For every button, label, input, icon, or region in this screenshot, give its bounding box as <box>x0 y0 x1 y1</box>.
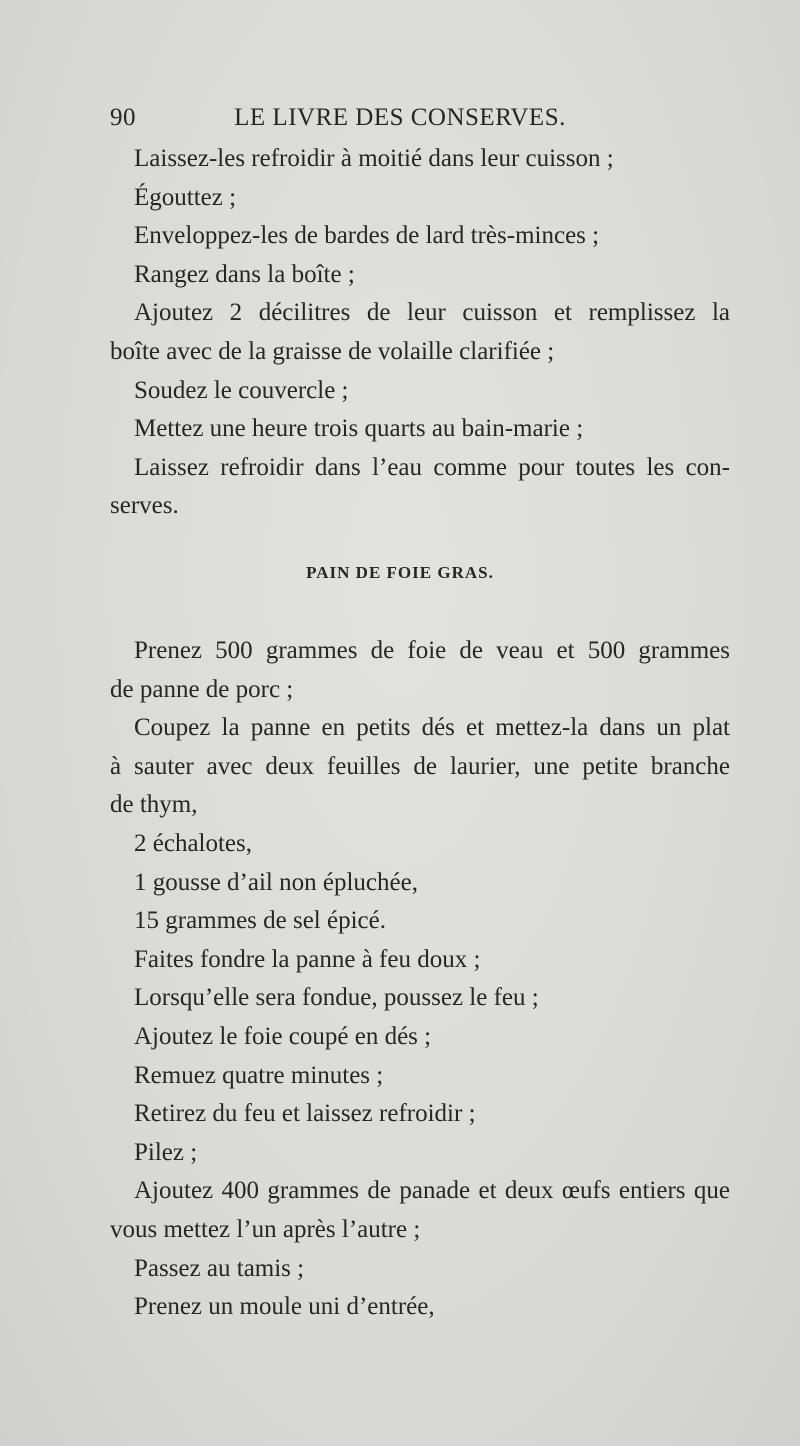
text-line: Ajoutez 400 grammes de panade et deux œufs entiers que <box>134 1177 730 1205</box>
text-line: Prenez un moule uni d’entrée, <box>134 1293 435 1321</box>
text-line: Lorsqu’elle sera fondue, poussez le feu ; <box>134 984 539 1012</box>
section-title: PAIN DE FOIE GRAS. <box>306 563 494 582</box>
text-line: 15 grammes de sel épicé. <box>134 907 386 935</box>
running-head <box>110 104 690 134</box>
text-line: Pilez ; <box>134 1138 198 1166</box>
running-title: LE LIVRE DES CONSERVES. <box>234 104 566 131</box>
text-line: Prenez 500 grammes de foie de veau et 500 grammes <box>134 637 730 664</box>
page-number: 90 <box>110 104 136 131</box>
text-line: Retirez du feu et laissez refroidir ; <box>134 1100 476 1128</box>
text-line: boîte avec de la graisse de volaille clarifiée ; <box>110 337 555 365</box>
text-line: Ajoutez 2 décilitres de leur cuisson et remplissez la <box>134 299 730 327</box>
text-line: de thym, <box>110 791 198 819</box>
text-line: Rangez dans la boîte ; <box>134 260 355 288</box>
text-line: Laissez-les refroidir à moitié dans leur cuisson ; <box>134 145 614 172</box>
recipe-continuation <box>110 140 730 526</box>
text-line: Égouttez ; <box>134 183 237 211</box>
text-line: Soudez le couvercle ; <box>134 376 349 404</box>
text-line: à sauter avec deux feuilles de laurier, une petite branche <box>110 752 730 780</box>
text-line: Remuez quatre minutes ; <box>134 1061 384 1089</box>
text-line: Ajoutez le foie coupé en dés ; <box>134 1022 432 1050</box>
text-line: serves. <box>110 492 179 520</box>
text-line: 2 échalotes, <box>134 829 253 857</box>
text-line: Mettez une heure trois quarts au bain-marie ; <box>134 415 584 443</box>
text-line: vous mettez l’un après l’autre ; <box>110 1215 421 1243</box>
text-line: Enveloppez-les de bardes de lard très-minces ; <box>134 222 600 250</box>
recipe-pain-de-foie-gras <box>110 632 730 1327</box>
text-line: Passez au tamis ; <box>134 1254 305 1282</box>
text-line: de panne de porc ; <box>110 675 294 703</box>
text-line: Faites fondre la panne à feu doux ; <box>134 945 481 973</box>
text-line: 1 gousse d’ail non épluchée, <box>134 868 418 896</box>
text-line: Coupez la panne en petits dés et mettez-la dans un plat <box>134 714 730 742</box>
text-line: Laissez refroidir dans l’eau comme pour toutes les con- <box>134 453 730 481</box>
